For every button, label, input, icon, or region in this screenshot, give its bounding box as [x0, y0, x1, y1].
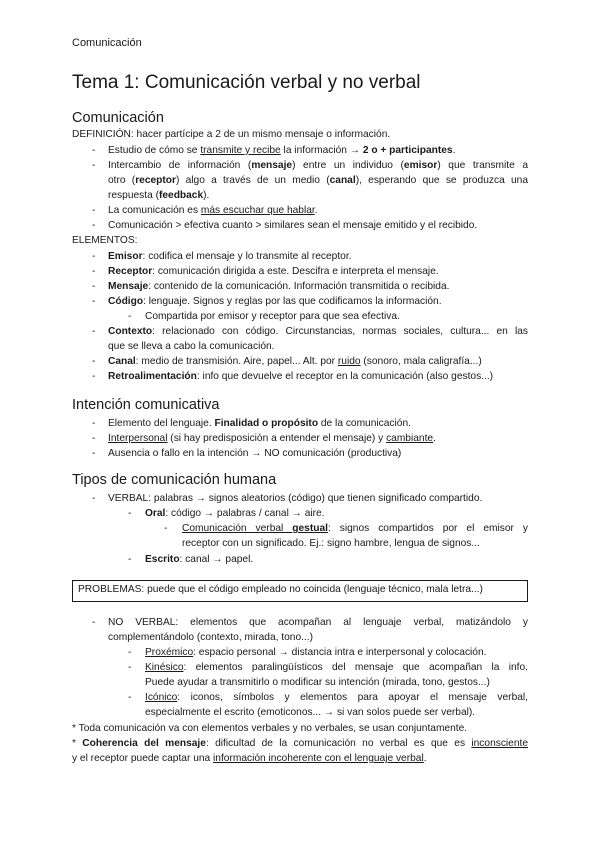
text-run: otro (: [108, 175, 136, 186]
underlined-run: más escuchar que hablar: [200, 205, 315, 216]
text-run: La comunicación es: [108, 205, 201, 216]
bold-run: Retroalimentación: [108, 371, 197, 382]
bold-run: Canal: [108, 356, 136, 367]
bold-run: canal: [329, 175, 356, 186]
proxemico-line: [145, 645, 486, 660]
dash-bullet: -: [92, 205, 96, 216]
dash-bullet: -: [128, 508, 132, 519]
text-run: de la comunicación.: [318, 418, 411, 429]
text-run: y el receptor puede captar una: [72, 753, 214, 764]
dash-bullet: -: [92, 617, 96, 628]
element-contexto-line-1: [108, 324, 528, 339]
note-1: * Toda comunicación va con elementos verbales y no verbales, se usan conjuntamente.: [72, 723, 468, 734]
text-run: Intercambio de información (: [108, 160, 252, 171]
underlined-run: Interpersonal: [108, 433, 168, 444]
element-codigo-sub: Compartida por emisor y receptor para que sea efectiva.: [145, 311, 400, 322]
escrito-line: [145, 552, 253, 567]
no-verbal-line-1: NO VERBAL: elementos que acompañan al lenguaje verbal, matizándolo y: [108, 617, 528, 628]
element-receptor: [108, 264, 439, 279]
bold-run: receptor: [135, 175, 176, 186]
bold-run: Emisor: [108, 251, 143, 262]
text-run: : codifica el mensaje y lo transmite al receptor.: [142, 251, 352, 262]
text-run: ) que transmite a: [437, 160, 528, 171]
intencion-bullet-2: [108, 431, 436, 446]
element-contexto-line-2: que se lleva a cabo la comunicación.: [108, 341, 275, 352]
bold-run: mensaje: [251, 160, 293, 171]
bold-run: Coherencia del mensaje: [82, 738, 206, 749]
dash-bullet: -: [92, 266, 96, 277]
bold-run: Código: [108, 296, 144, 307]
intencion-bullet-1: [108, 416, 411, 431]
dash-bullet: -: [92, 433, 96, 444]
dash-bullet: -: [92, 493, 96, 504]
dash-bullet: -: [164, 523, 168, 534]
underlined-run: ruido: [337, 356, 361, 367]
element-retroalimentacion: [108, 369, 493, 384]
dash-bullet: -: [92, 371, 96, 382]
text-run: : lenguaje. Signos y reglas por las que codificamos la información.: [143, 296, 442, 307]
iconico-line-1: [145, 690, 528, 705]
definition-bullet-3: [108, 203, 318, 218]
bold-run: feedback: [158, 190, 204, 201]
element-emisor: [108, 249, 352, 264]
bold-underlined-run: gestual: [292, 523, 328, 534]
section-heading-comunicacion: Comunicación: [72, 110, 164, 126]
text-run: : espacio personal → distancia intra e interpersonal y colocación.: [193, 647, 487, 658]
problemas-text: PROBLEMAS: puede que el código empleado no coincida (lenguaje técnico, mala letra...): [78, 584, 483, 595]
definition-bullet-1: [108, 143, 455, 158]
text-run: : comunicación dirigida a este. Descifra e interpreta el mensaje.: [152, 266, 439, 277]
bold-run: Escrito: [145, 554, 180, 565]
bold-run: → 2 o + participantes: [349, 145, 453, 156]
text-run: *: [72, 738, 83, 749]
oral-line: [145, 506, 325, 521]
kinesico-line-1: [145, 660, 528, 675]
dash-bullet: -: [128, 311, 132, 322]
dash-bullet: -: [128, 662, 132, 673]
text-run: : elementos paralingüísticos del mensaje que acompañan la info.: [183, 662, 528, 673]
no-verbal-line-2: complementándolo (contexto, mirada, tono...): [108, 632, 313, 643]
intencion-bullet-3: Ausencia o fallo en la intención → NO comunicación (productiva): [108, 448, 402, 459]
text-run: ).: [203, 190, 210, 201]
text-run: : medio de transmisión. Aire, papel... Alt. por: [135, 356, 338, 367]
dash-bullet: -: [92, 281, 96, 292]
underlined-run: información incoherente con el lenguaje verbal: [213, 753, 424, 764]
note-2-line-2: [72, 751, 427, 766]
text-run: (si hay predisposición a entender el mensaje) y: [167, 433, 387, 444]
text-run: : info que devuelve el receptor en la comunicación (also gestos...): [196, 371, 494, 382]
definition-bullet-4: Comunicación > efectiva cuanto > similares sean el mensaje emitido y el recibido.: [108, 220, 478, 231]
dash-bullet: -: [128, 554, 132, 565]
bold-run: Mensaje: [108, 281, 149, 292]
bold-run: Contexto: [108, 326, 153, 337]
note-2-line-1: [72, 736, 528, 751]
text-run: .: [452, 145, 456, 156]
section-heading-intencion: Intención comunicativa: [72, 397, 220, 413]
kinesico-line-2: Puede ayudar a transmitirlo o modificar su intención (mirada, tono, gestos...): [145, 677, 490, 688]
dash-bullet: -: [92, 448, 96, 459]
dash-bullet: -: [92, 220, 96, 231]
elementos-label: ELEMENTOS:: [72, 235, 138, 246]
definition-line: DEFINICIÓN: hacer partícipe a 2 de un mismo mensaje o información.: [72, 129, 391, 140]
text-run: ), esperando que se produzca una: [355, 175, 528, 186]
gestual-line-2: receptor con un significado. Ej.: signo hambre, lengua de signos...: [182, 538, 480, 549]
dash-bullet: -: [92, 326, 96, 337]
running-header: Comunicación: [72, 37, 142, 49]
underlined-run: Proxémico: [145, 647, 194, 658]
text-run: ) entre un individuo (: [292, 160, 404, 171]
dash-bullet: -: [92, 251, 96, 262]
bold-run: Oral: [145, 508, 166, 519]
text-run: respuesta (: [108, 190, 159, 201]
text-run: (sonoro, mala caligrafía...): [360, 356, 482, 367]
text-run: la información: [280, 145, 350, 156]
underlined-run: Icónico: [145, 692, 178, 703]
text-run: : dificultad de la comunicación no verbal es que es: [205, 738, 472, 749]
text-run: : código → palabras / canal → aire.: [165, 508, 325, 519]
text-run: ) algo a través de un medio (: [175, 175, 330, 186]
section-heading-tipos: Tipos de comunicación humana: [72, 472, 277, 488]
text-run: Elemento del lenguaje.: [108, 418, 215, 429]
text-run: : relacionado con código. Circunstancias, normas sociales, cultura... en las: [152, 326, 528, 337]
text-run: : canal → papel.: [179, 554, 254, 565]
iconico-line-2: especialmente el escrito (emoticonos... → si van solos puede ser verbal).: [145, 707, 476, 718]
definition-bullet-2-line-3: [108, 188, 209, 203]
text-run: : signos compartidos por el emisor y: [327, 523, 528, 534]
underlined-run: inconsciente: [471, 738, 529, 749]
dash-bullet: -: [128, 647, 132, 658]
dash-bullet: -: [92, 296, 96, 307]
dash-bullet: -: [128, 692, 132, 703]
text-run: : iconos, símbolos y elementos para apoyar el mensaje verbal,: [177, 692, 528, 703]
element-mensaje: [108, 279, 449, 294]
definition-bullet-2-line-1: [108, 158, 528, 173]
bold-run: emisor: [403, 160, 438, 171]
dash-bullet: -: [92, 418, 96, 429]
dash-bullet: -: [92, 356, 96, 367]
dash-bullet: -: [92, 145, 96, 156]
underlined-run: cambiante: [386, 433, 434, 444]
dash-bullet: -: [92, 160, 96, 171]
verbal-line: VERBAL: palabras → signos aleatorios (código) que tienen significado compartido.: [108, 493, 483, 504]
underlined-run: transmite y recibe: [200, 145, 281, 156]
bold-run: Receptor: [108, 266, 153, 277]
text-run: .: [314, 205, 318, 216]
gestual-line-1: [182, 521, 528, 536]
element-codigo: [108, 294, 442, 309]
text-run: .: [423, 753, 427, 764]
page-title: Tema 1: Comunicación verbal y no verbal: [72, 72, 421, 93]
element-canal: [108, 354, 482, 369]
bold-run: Finalidad o propósito: [214, 418, 319, 429]
text-run: Estudio de cómo se: [108, 145, 201, 156]
text-run: : contenido de la comunicación. Información transmitida o recibida.: [148, 281, 450, 292]
text-run: .: [433, 433, 436, 444]
underlined-run: Kinésico: [145, 662, 184, 673]
underlined-run: Comunicación verbal: [182, 523, 293, 534]
definition-bullet-2-line-2: [108, 173, 528, 188]
problemas-box: [72, 580, 528, 602]
